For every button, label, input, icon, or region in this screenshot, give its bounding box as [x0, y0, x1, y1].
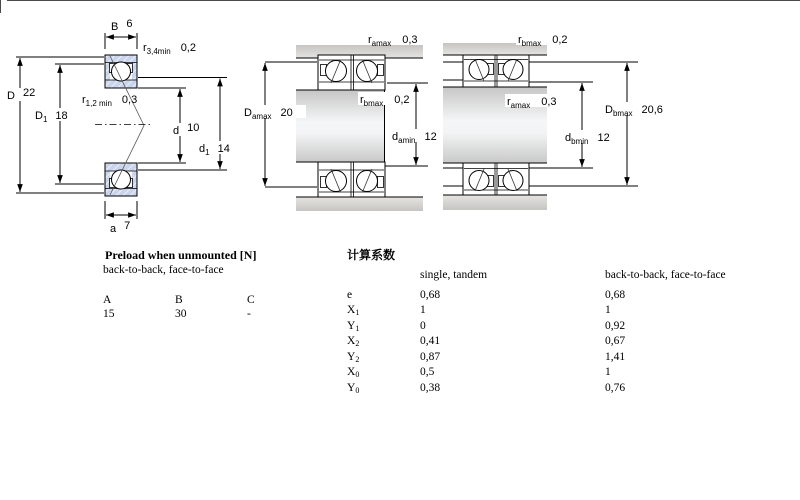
- factor-value-single: 0,41: [420, 335, 441, 347]
- single-bearing-drawing: [5, 18, 236, 235]
- dim-label-d1: $d_1$ 14: [199, 143, 230, 157]
- page-border: [1, 0, 800, 13]
- dim-label-Damax: $D_{amax}$ 20: [244, 107, 293, 121]
- bearing-diagrams: [0, 0, 800, 242]
- bearing-bottom-section: [105, 126, 144, 197]
- factor-value-paired: 1: [605, 366, 611, 378]
- factor-value-single: 0: [420, 320, 426, 332]
- dim-label-dbmin: $d_{bmin}$ 12: [565, 132, 610, 146]
- preload-val-c: -: [247, 308, 251, 320]
- bearing-pair-bottom: [463, 163, 529, 195]
- dim-label-ramax: $r_{amax}$ 0,3: [368, 34, 418, 48]
- dim-label-a: a 7: [110, 220, 131, 235]
- factor-value-single: 0,68: [420, 289, 441, 301]
- dim-label-r34min: $r_{3,4min}$ 0,2: [143, 42, 196, 56]
- factors-header-paired: back-to-back, face-to-face: [605, 269, 726, 281]
- factor-value-paired: 0,92: [605, 320, 626, 332]
- factor-value-paired: 0,67: [605, 335, 626, 347]
- factor-value-single: 1: [420, 304, 426, 316]
- preload-val-b: 30: [175, 308, 187, 320]
- bearing-pair-top: [463, 55, 529, 87]
- factor-value-paired: 0,76: [605, 382, 626, 394]
- factor-symbol: $X_0$: [347, 366, 360, 379]
- housing-band-bottom: [443, 195, 547, 210]
- dim-label-damin: $d_{amin}$ 12: [392, 131, 437, 145]
- housing-band-bottom: [296, 197, 423, 211]
- factor-symbol: $Y_2$: [347, 351, 360, 364]
- preload-subtitle: back-to-back, face-to-face: [103, 264, 224, 276]
- dim-label-rbmax: $r_{bmax}$ 0,2: [518, 34, 568, 48]
- bearing-top-section: [105, 55, 144, 126]
- factor-symbol: $Y_0$: [347, 382, 360, 395]
- factors-title: 计算系数: [347, 248, 396, 262]
- dim-label-D: D 22: [7, 87, 36, 102]
- factor-value-single: 0,38: [420, 382, 441, 394]
- factor-symbol: $Y_1$: [347, 320, 360, 333]
- paired-bearing-drawing-a: [242, 32, 439, 211]
- preload-col-a: A: [103, 294, 112, 306]
- preload-val-a: 15: [103, 308, 115, 320]
- dim-label-r12min: $r_{1,2 min}$ 0,3: [82, 94, 138, 108]
- bearing-pair-bottom: [318, 162, 385, 197]
- factor-value-single: 0,87: [420, 351, 441, 363]
- dim-label-d: d 10: [173, 122, 200, 137]
- factor-value-paired: 1: [605, 304, 611, 316]
- factors-header-single: single, tandem: [420, 269, 488, 281]
- factor-value-paired: 1,41: [605, 351, 626, 363]
- preload-col-c: C: [247, 294, 255, 306]
- dim-label-D1: $D_1$ 18: [35, 110, 68, 124]
- preload-title: Preload when unmounted [N]: [105, 248, 257, 262]
- preload-col-b: B: [175, 294, 183, 306]
- bearing-pair-top: [318, 55, 385, 90]
- factor-symbol: e: [347, 289, 353, 301]
- dim-label-Dbmax: $D_{bmax}$ 20,6: [605, 104, 663, 118]
- paired-bearing-drawing-b: [443, 32, 671, 210]
- dim-label-ramax: $r_{amax}$ 0,3: [507, 96, 557, 110]
- dim-label-rbmax: $r_{bmax}$ 0,2: [360, 94, 410, 108]
- factor-symbol: $X_1$: [347, 304, 360, 317]
- factor-symbol: $X_2$: [347, 335, 360, 348]
- dim-label-B: B 6: [111, 18, 133, 33]
- factor-value-paired: 0,68: [605, 289, 626, 301]
- factor-value-single: 0,5: [420, 366, 435, 378]
